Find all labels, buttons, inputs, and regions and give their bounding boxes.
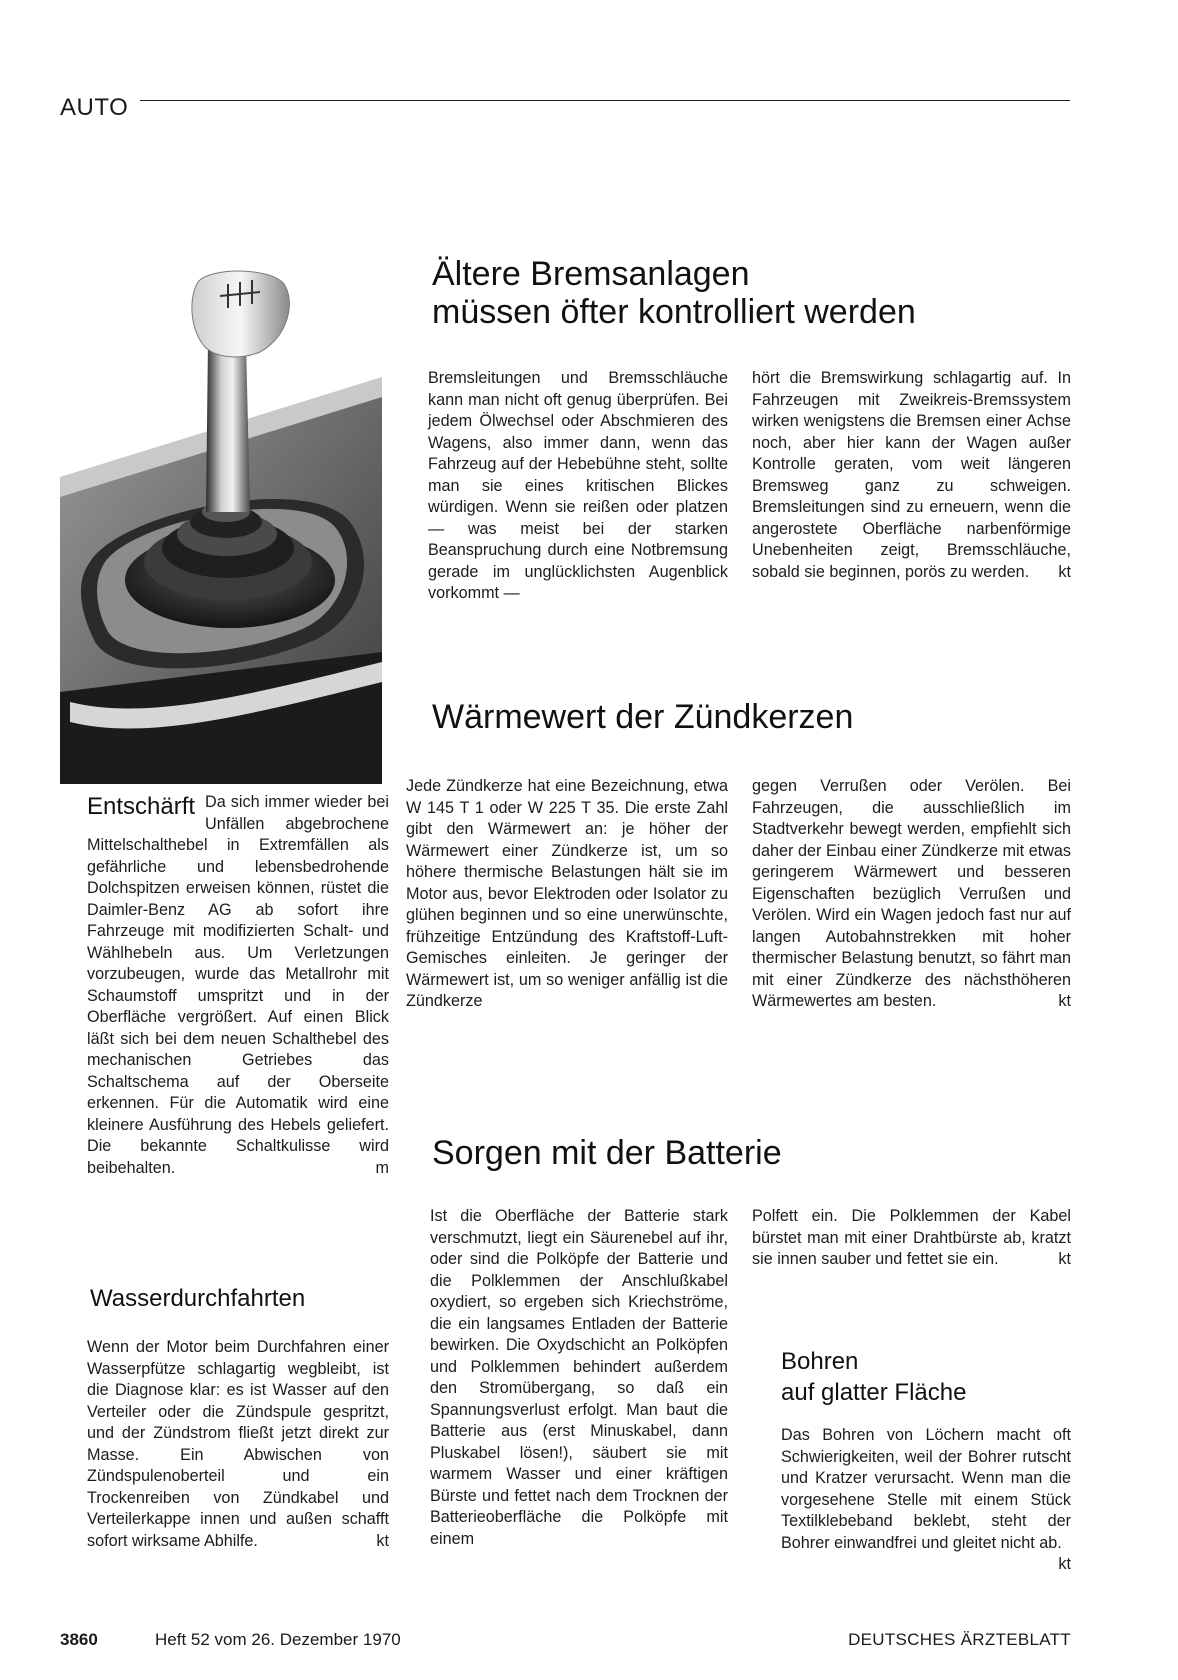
water-signature: kt [376,1531,389,1550]
headline-drilling: Bohren auf glatter Fläche [781,1348,967,1406]
drilling-body: Das Bohren von Löchern macht oft Schwierigkeiten, weil der Bohrer rutscht und Kratzer verursacht. Wenn man die vorgesehene Stelle mit einem Stück Textilklebeband beklebt, steht der Bohrer einwandfrei und gleitet nicht ab. kt [781,1425,1071,1576]
water-body: Wenn der Motor beim Durchfahren einer Wasserpfütze schlagartig wegbleibt, ist die Diagnose klar: es ist Wasser auf den Verteiler oder die Zündspule gespritzt, und der Zündstrom fließt jetzt direkt zur Masse. Ein Abwischen von Zündspulenoberteil und ein Trockenreiben von Zündkabel und Verteilerkappe innen und außen schafft sofort wirksame Abhilfe. kt [87,1337,389,1552]
spark-column-1: Jede Zündkerze hat eine Bezeichnung, etwa W 145 T 1 oder W 225 T 35. Die erste Zahl gibt den Wärmewert an: je höher der Wärmewert einer Zündkerze ist, um so höhere thermische Belastungen hält sie im Motor aus, bevor Elektroden oder Isolator zu glühen beginnen und so eine unerwünschte, frühzeitige Entzündung des Kraftstoff-Luft-Gemisches einleiten. Je geringer der Wärmewert ist, um so weniger anfällig ist die Zündkerze [406,777,728,1010]
battery-column-2: Polfett ein. Die Polklemmen der Kabel bürstet man mit einer Drahtbürste ab, kratzt sie innen sauber und fettet sie ein. kt [752,1206,1071,1271]
brakes-column-2: hört die Bremswirkung schlagartig auf. In Fahrzeugen mit Zweikreis-Bremssystem wirken wenigstens die Bremsen einer Achse noch, aber hier kann der Wagen außer Kontrolle geraten, vom weit längeren Bremsweg ganz zu schweigen. Bremsleitungen sind zu erneuern, wenn die angerostete Oberfläche narbenförmige Unebenheiten zeigt, Bremsschläuche, sobald sie beginnen, porös zu werden. kt [752,368,1071,583]
journal-name: DEUTSCHES ÄRZTEBLATT [848,1630,1071,1649]
spark-column-2: gegen Verrußen oder Verölen. Bei Fahrzeugen, die ausschließlich im Stadtverkehr bewegt werden, empfiehlt sich daher der Einbau einer Zündkerze mit etwas geringerem Wärmewert und besseren Eigenschaften bezüglich Verrußen und Verölen. Wird ein Wagen jedoch fast nur auf langen Autobahnstrekken mit hoher thermischer Belastung benutzt, so fährt man mit einer Zündkerze des nächsthöheren Wärmewertes am besten. kt [752,776,1071,1013]
battery-column-1: Ist die Oberfläche der Batterie stark verschmutzt, liegt ein Säurenebel auf ihr, oder sind die Polköpfe der Batterie und die Polklemmen der Anschlußkabel oxydiert, so ergeben sich Kriechströme, die ein langsames Entladen der Batterie bewirken. Die Oxydschicht an Polköpfen und Polklemmen behindert außerdem den Stromübergang, so daß ein Spannungsverlust erfolgt. Man baut die Batterie aus (erst Minuskabel, dann Pluskabel lösen!), säubert sie mit warmem Wasser und einer kräftigen Bürste und fettet nach dem Trocknen der Batterieoberfläche die Polköpfe mit einem [430,1207,728,1548]
brakes-signature: kt [1058,562,1071,581]
headline-brakes: Ältere Bremsanlagen müssen öfter kontrolliert werden [432,255,916,331]
defused-signature: m [375,1158,389,1177]
drilling-signature: kt [1058,1555,1071,1573]
battery-signature: kt [1058,1250,1071,1268]
headline-spark-plugs: Wärmewert der Zündkerzen [432,698,854,736]
defused-body: Entschärft Da sich immer wieder bei Unfällen abgebrochene Mittelschalthebel in Extremfällen als gefährliche und lebensbedrohende Dolchspitzen erweisen können, rüstet die Daimler-Benz AG ab sofort ihre Fahrzeuge mit modifizierten Schalt- und Wählhebeln aus. Um Verletzungen vorzubeugen, wurde das Metallrohr mit Schaumstoff umspritzt und in der Oberfläche vergrößert. Auf einen Blick läßt sich bei dem neuen Schalthebel des mechanischen Getriebes das Schaltschema auf der Oberseite erkennen. Für die Automatik wird eine kleinere Ausführung des Hebels geliefert. Die bekannte Schaltkulisse wird beibehalten. m [87,792,389,1179]
defused-lead-word: Entschärft [87,793,196,820]
gear-lever-photo [60,262,382,784]
header-rule [140,100,1070,101]
headline-battery: Sorgen mit der Batterie [432,1134,782,1172]
issue-info: Heft 52 vom 26. Dezember 1970 [155,1630,401,1649]
page-number: 3860 [60,1630,98,1649]
section-label: AUTO [60,94,129,121]
brakes-column-1: Bremsleitungen und Bremsschläuche kann man nicht oft genug überprüfen. Bei jedem Ölwechsel oder Abschmieren des Wagens, also immer dann, wenn das Fahrzeug auf der Hebebühne steht, sollte man sie eines kritischen Blickes würdigen. Wenn sie reißen oder platzen — was meist bei der starken Beanspruchung durch eine Notbremsung gerade im unglücklichsten Augenblick vorkommt — [428,369,728,602]
headline-water-crossings: Wasserdurchfahrten [90,1285,306,1312]
spark-signature: kt [1058,992,1071,1010]
